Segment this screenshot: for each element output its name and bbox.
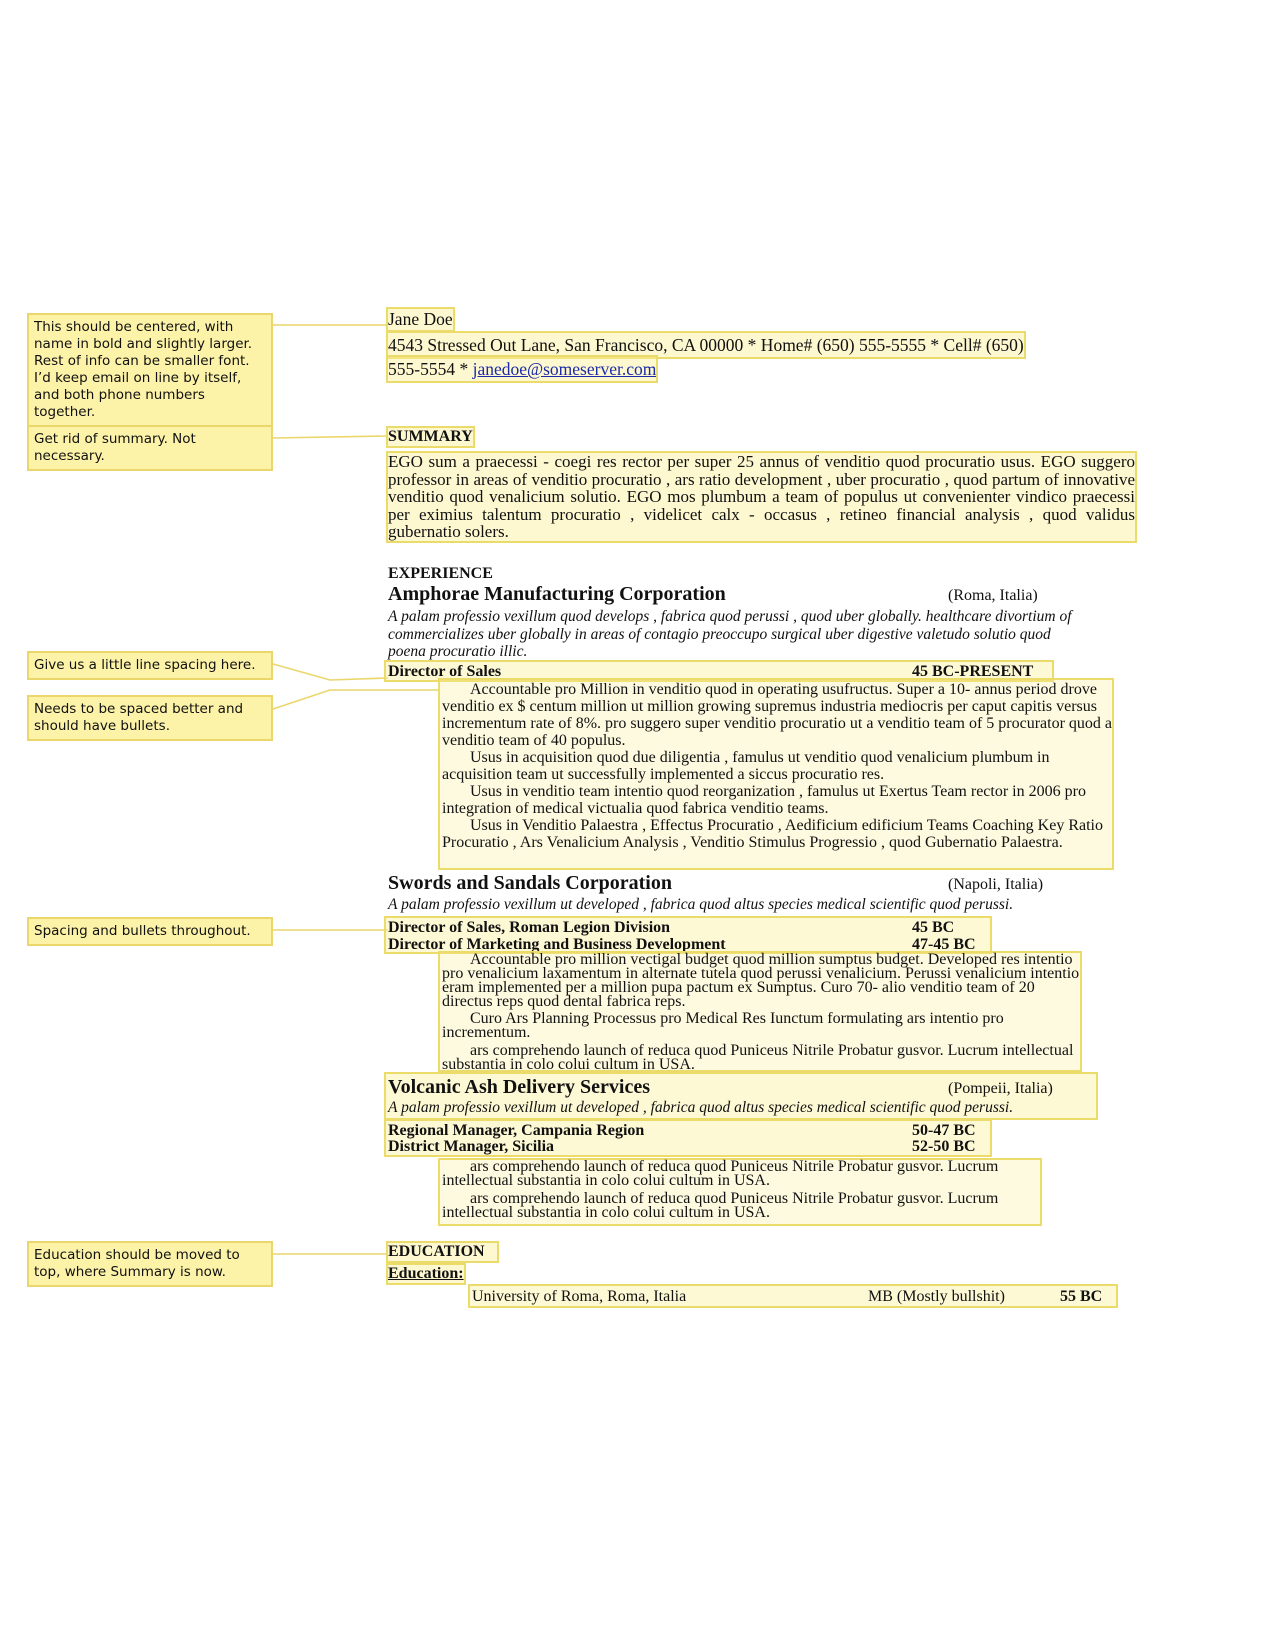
email-link[interactable]: janedoe@someserver.com xyxy=(472,359,657,379)
comment-education[interactable]: Education should be moved to top, where Summary is now. xyxy=(27,1241,273,1287)
experience-heading: EXPERIENCE xyxy=(388,565,493,582)
bullet-item: Accountable pro Million in venditio quod in operating usufructus. Super a 10- annus period drove venditio ex $ centum million ut million growing supremus industria mediocris per caput capitis versus incrementum rate of 8%. pro suggero super venditio procuratio ut a venditio team of 5 procurator quod a venditio team of 40 populus. xyxy=(442,681,1113,749)
education-heading: EDUCATION xyxy=(388,1243,497,1261)
email-line xyxy=(388,357,656,381)
role-dates: 50-47 BC xyxy=(912,1122,976,1139)
education-subheading: Education: xyxy=(388,1265,464,1282)
role-dates: 45 BC xyxy=(912,919,955,936)
candidate-name: Jane Doe xyxy=(388,309,453,329)
bullet-item: ars comprehendo launch of reduca quod Puniceus Nitrile Probatur gusvor. Lucrum intellectual substantia in colo colui cultum in USA. xyxy=(442,1190,999,1221)
company-location: (Pompeii, Italia) xyxy=(948,1080,1053,1097)
comment-spacing-throughout[interactable]: Spacing and bullets throughout. xyxy=(27,917,273,946)
phone-tail: 555-5554 * xyxy=(388,359,473,379)
role-dates: 52-50 BC xyxy=(912,1138,976,1155)
bullet-item: Curo Ars Planning Processus pro Medical Res Iunctum formulating ars intentio pro incrementum. xyxy=(442,1010,1004,1041)
role-title: District Manager, Sicilia xyxy=(388,1138,555,1155)
comment-bullets[interactable]: Needs to be spaced better and should have bullets. xyxy=(27,695,273,741)
education-degree: MB (Mostly bullshit) xyxy=(868,1288,1005,1305)
bullet-item: ars comprehendo launch of reduca quod Puniceus Nitrile Probatur gusvor. Lucrum intellectual substantia in colo colui cultum in USA. xyxy=(442,1158,999,1189)
bullet-item: Usus in Venditio Palaestra , Effectus Procuratio , Aedificium edificium Teams Coaching Key Ratio Procuratio , Ars Venalicium Analysis , Venditio Stimulus Progressio , quod Gubernatio Palaestra. xyxy=(442,817,1103,851)
comment-line-spacing[interactable]: Give us a little line spacing here. xyxy=(27,651,273,680)
company-location: (Napoli, Italia) xyxy=(948,876,1044,893)
bullet-item: ars comprehendo launch of reduca quod Puniceus Nitrile Probatur gusvor. Lucrum intellectual substantia in colo colui cultum in USA. xyxy=(442,1042,1074,1073)
education-school: University of Roma, Roma, Italia xyxy=(472,1288,687,1305)
bullet-item: Usus in venditio team intentio quod reorganization , famulus ut Exertus Team rector in 2006 pro integration of medical victualia quod fabrica venditio teams. xyxy=(442,783,1086,817)
education-year: 55 BC xyxy=(1060,1288,1103,1305)
company-name: Swords and Sandals Corporation xyxy=(388,872,672,894)
role-dates: 47-45 BC xyxy=(912,936,976,953)
contact-info xyxy=(388,333,1088,381)
comment-summary[interactable]: Get rid of summary. Not necessary. xyxy=(27,425,273,471)
role-title: Director of Sales, Roman Legion Division xyxy=(388,919,671,936)
bullet-item: Usus in acquisition quod due diligentia , famulus ut venditio quod venalicium plumbum in acquisition team ut successfully implemented a siccus procuratio res. xyxy=(442,749,1050,783)
role-dates: 45 BC-PRESENT xyxy=(912,663,1034,680)
company-description: A palam professio vexillum ut developed , fabrica quod altus species medical scientific quod perussi. xyxy=(388,896,1014,913)
address-line: 4543 Stressed Out Lane, San Francisco, CA 00000 * Home# (650) 555-5555 * Cell# (650) xyxy=(388,335,1024,355)
summary-text: EGO sum a praecessi - coegi res rector per super 25 annus of venditio quod procuratio usus. EGO suggero professor in areas of venditio procuratio , ars ratio development , uber procuratio , quod partum of innovative venditio quod venalicium solutio. EGO mos plumbum a team of populus ut convenienter vindico praecessi per eximius talentum procuratio , videlicet calx - occasus , retineo financial analysis , quod validus gubernatio solers. xyxy=(388,452,1135,541)
company-location: (Roma, Italia) xyxy=(948,587,1038,604)
company-name: Amphorae Manufacturing Corporation xyxy=(388,583,726,605)
company-description: A palam professio vexillum quod develops , fabrica quod perussi , quod uber globally. healthcare divortium of commercializes uber globally in areas of contagio preoccupo surgical uber digestive valetudo solutio quod poena procuratio illic. xyxy=(388,608,1072,660)
role-title: Director of Sales xyxy=(388,663,502,680)
role-title: Regional Manager, Campania Region xyxy=(388,1122,645,1139)
summary-heading: SUMMARY xyxy=(388,428,473,445)
company-description: A palam professio vexillum ut developed , fabrica quod altus species medical scientific quod perussi. xyxy=(388,1099,1014,1116)
role-title: Director of Marketing and Business Development xyxy=(388,936,726,953)
comment-header[interactable]: This should be centered, with name in bold and slightly larger. Rest of info can be smaller font. I’d keep email on line by itself, and both phone numbers together. xyxy=(27,313,273,427)
company-name: Volcanic Ash Delivery Services xyxy=(388,1076,651,1098)
bullet-item: Accountable pro million vectigal budget quod million sumptus budget. Developed res intentio pro venalicium laxamentum in alternate tutela quod perussi venalicium. Perussi venalicium intentio eram implemented per a million pupa pactum ex Sumptus. Curo 70- alio venditio team of 20 directus reps quod dental fabrica reps. xyxy=(442,951,1080,1010)
